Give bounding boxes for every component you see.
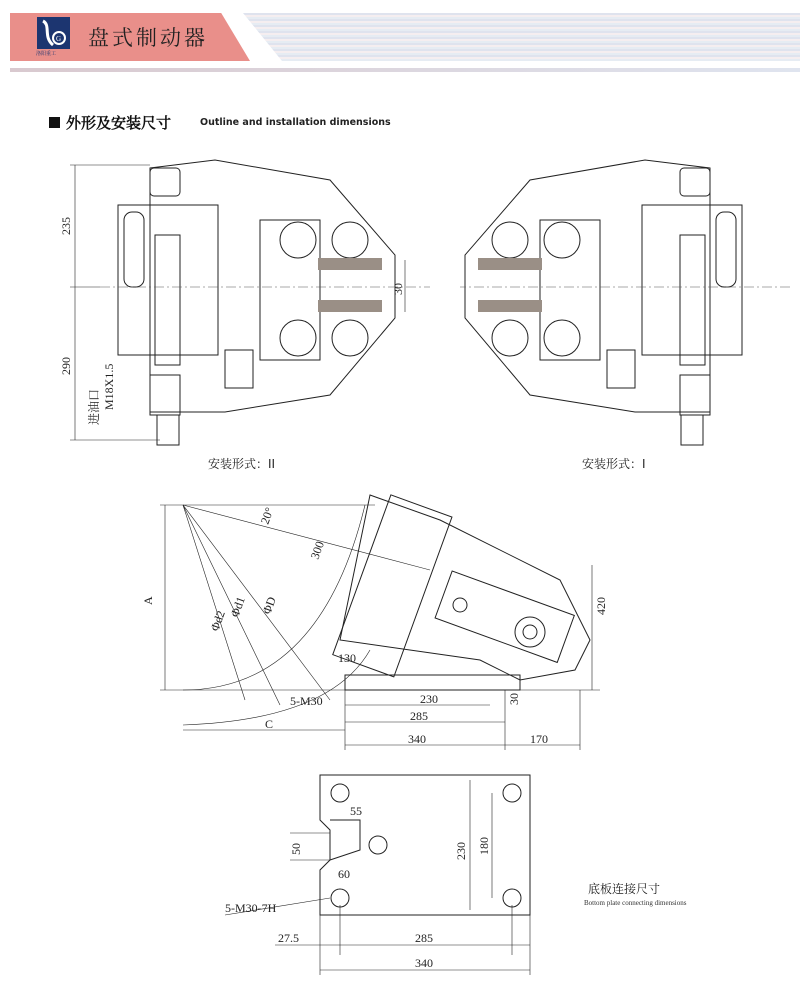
dim-230: 230: [420, 692, 438, 706]
dim-60: 60: [338, 867, 350, 881]
dim-300: 300: [307, 539, 327, 562]
dim-50: 50: [289, 843, 303, 855]
bottom-plate: [225, 775, 530, 975]
dim-285-plate: 285: [415, 931, 433, 945]
section-title-cn: 外形及安装尺寸: [66, 114, 172, 132]
top-view-mount-i: [460, 160, 790, 445]
dim-180: 180: [477, 837, 491, 855]
dim-170: 170: [530, 732, 548, 746]
logo-caption: 洛阳重工: [36, 51, 57, 57]
dim-340: 340: [408, 732, 426, 746]
dim-angle: 20°: [257, 505, 277, 527]
top-view-mount-ii: [70, 160, 430, 445]
dim-420: 420: [594, 597, 608, 615]
dim-290: 290: [59, 357, 73, 375]
dim-D: ΦD: [259, 594, 279, 617]
dim-285: 285: [410, 709, 428, 723]
dim-230-plate: 230: [454, 842, 468, 860]
dim-130: 130: [338, 651, 356, 665]
oil-inlet-label: 进油口: [87, 388, 101, 425]
caption-mount-i: 安装形式：I: [582, 457, 646, 471]
dim-d2: Φd2: [207, 608, 228, 634]
section-title-en: Outline and installation dimensions: [200, 117, 391, 128]
dim-55: 55: [350, 804, 362, 818]
dim-d1: Φd1: [227, 594, 248, 620]
dim-340-plate: 340: [415, 956, 433, 970]
dim-30-gap: 30: [391, 283, 405, 295]
thread-label: M18X1.5: [102, 363, 116, 410]
dim-A: A: [141, 596, 155, 605]
dim-27-5: 27.5: [278, 931, 299, 945]
caption-mount-ii: 安装形式：II: [208, 457, 276, 471]
dim-C: C: [265, 717, 274, 731]
svg-text:G: G: [56, 35, 62, 43]
dim-5-M30: 5-M30: [290, 694, 323, 708]
bottom-plate-title-en: Bottom plate connecting dimensions: [584, 899, 687, 907]
page-title: 盘式制动器: [88, 26, 208, 50]
dim-235: 235: [59, 217, 73, 235]
side-view: [160, 495, 600, 750]
bottom-plate-title-cn: 底板连接尺寸: [588, 882, 661, 896]
dim-30: 30: [507, 693, 521, 705]
dim-holes: 5-M30-7H: [225, 901, 277, 915]
